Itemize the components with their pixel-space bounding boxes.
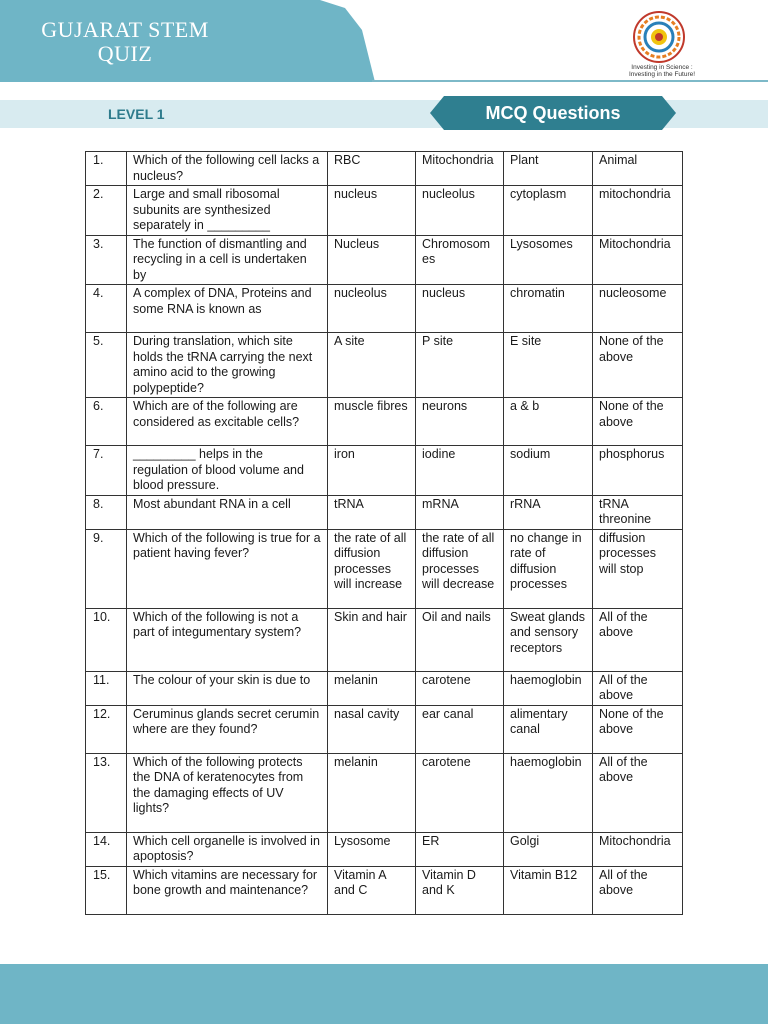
cell-num: 1. xyxy=(86,152,127,186)
logo-icon xyxy=(632,10,686,64)
title-line-2: QUIZ xyxy=(97,41,153,66)
page-title xyxy=(30,18,220,66)
cell-num: 15. xyxy=(86,866,127,914)
cell-question: Which of the following is not a part of integumentary system? xyxy=(127,608,328,671)
cell-option-c: Vitamin B12 xyxy=(504,866,593,914)
cell-option-b: the rate of all diffusion processes will decrease xyxy=(416,529,504,608)
cell-num: 5. xyxy=(86,333,127,398)
title-line-1: GUJARAT STEM xyxy=(41,17,209,42)
cell-option-a: iron xyxy=(328,446,416,496)
section-label: MCQ Questions xyxy=(485,103,621,123)
cell-num: 10. xyxy=(86,608,127,671)
cell-option-d: diffusion processes will stop xyxy=(593,529,683,608)
cell-option-a: the rate of all diffusion processes will increase xyxy=(328,529,416,608)
cell-option-c: chromatin xyxy=(504,285,593,333)
cell-option-d: All of the above xyxy=(593,753,683,832)
cell-option-c: Lysosomes xyxy=(504,235,593,285)
table-row xyxy=(86,186,683,236)
cell-option-a: melanin xyxy=(328,671,416,705)
cell-option-d: None of the above xyxy=(593,333,683,398)
cell-num: 4. xyxy=(86,285,127,333)
cell-option-b: neurons xyxy=(416,398,504,446)
cell-option-d: Mitochondria xyxy=(593,235,683,285)
cell-num: 3. xyxy=(86,235,127,285)
cell-option-b: nucleus xyxy=(416,285,504,333)
cell-option-b: Chromosomes xyxy=(416,235,504,285)
cell-option-d: nucleosome xyxy=(593,285,683,333)
cell-question: Ceruminus glands secret cerumin where are they found? xyxy=(127,705,328,753)
cell-question: A complex of DNA, Proteins and some RNA is known as xyxy=(127,285,328,333)
cell-option-c: Golgi xyxy=(504,832,593,866)
cell-option-d: Mitochondria xyxy=(593,832,683,866)
cell-option-a: Lysosome xyxy=(328,832,416,866)
cell-option-a: nasal cavity xyxy=(328,705,416,753)
footer-band xyxy=(0,964,768,1024)
cell-question: Which of the following cell lacks a nucleus? xyxy=(127,152,328,186)
questions-table xyxy=(85,151,683,915)
tagline-line-1: Investing in Science : xyxy=(631,64,693,71)
table-row xyxy=(86,832,683,866)
table-row xyxy=(86,235,683,285)
cell-option-c: E site xyxy=(504,333,593,398)
cell-option-d: All of the above xyxy=(593,671,683,705)
cell-option-a: Vitamin A and C xyxy=(328,866,416,914)
cell-option-a: tRNA xyxy=(328,495,416,529)
cell-option-b: ER xyxy=(416,832,504,866)
cell-num: 8. xyxy=(86,495,127,529)
cell-option-b: carotene xyxy=(416,753,504,832)
table-row xyxy=(86,398,683,446)
cell-num: 11. xyxy=(86,671,127,705)
table-row xyxy=(86,608,683,671)
cell-question: The colour of your skin is due to xyxy=(127,671,328,705)
table-row xyxy=(86,333,683,398)
cell-option-d: Animal xyxy=(593,152,683,186)
cell-option-b: nucleolus xyxy=(416,186,504,236)
cell-option-a: nucleus xyxy=(328,186,416,236)
cell-option-b: P site xyxy=(416,333,504,398)
table-row xyxy=(86,152,683,186)
cell-num: 2. xyxy=(86,186,127,236)
table-row xyxy=(86,753,683,832)
table-row xyxy=(86,671,683,705)
cell-option-d: mitochondria xyxy=(593,186,683,236)
cell-option-a: nucleolus xyxy=(328,285,416,333)
cell-question: Which of the following is true for a patient having fever? xyxy=(127,529,328,608)
cell-option-b: Mitochondria xyxy=(416,152,504,186)
cell-num: 9. xyxy=(86,529,127,608)
cell-option-d: None of the above xyxy=(593,705,683,753)
cell-question: _________ helps in the regulation of blood volume and blood pressure. xyxy=(127,446,328,496)
cell-num: 14. xyxy=(86,832,127,866)
cell-question: Large and small ribosomal subunits are synthesized separately in _________ xyxy=(127,186,328,236)
cell-question: Most abundant RNA in a cell xyxy=(127,495,328,529)
cell-option-a: RBC xyxy=(328,152,416,186)
header-divider xyxy=(372,80,768,82)
table-row xyxy=(86,529,683,608)
cell-option-b: carotene xyxy=(416,671,504,705)
cell-option-b: Oil and nails xyxy=(416,608,504,671)
cell-option-b: mRNA xyxy=(416,495,504,529)
cell-option-c: Sweat glands and sensory receptors xyxy=(504,608,593,671)
cell-option-c: alimentary canal xyxy=(504,705,593,753)
cell-option-c: haemoglobin xyxy=(504,753,593,832)
cell-question: Which are of the following are considered as excitable cells? xyxy=(127,398,328,446)
cell-option-a: Nucleus xyxy=(328,235,416,285)
cell-option-c: cytoplasm xyxy=(504,186,593,236)
level-label: LEVEL 1 xyxy=(108,106,165,122)
cell-option-c: a & b xyxy=(504,398,593,446)
cell-option-c: haemoglobin xyxy=(504,671,593,705)
cell-option-a: melanin xyxy=(328,753,416,832)
cell-option-a: A site xyxy=(328,333,416,398)
cell-option-d: All of the above xyxy=(593,608,683,671)
table-row xyxy=(86,866,683,914)
cell-option-c: sodium xyxy=(504,446,593,496)
cell-option-c: rRNA xyxy=(504,495,593,529)
cell-question: Which vitamins are necessary for bone growth and maintenance? xyxy=(127,866,328,914)
cell-option-c: no change in rate of diffusion processes xyxy=(504,529,593,608)
table-row xyxy=(86,446,683,496)
cell-num: 6. xyxy=(86,398,127,446)
cell-option-a: muscle fibres xyxy=(328,398,416,446)
cell-option-d: phosphorus xyxy=(593,446,683,496)
cell-question: Which of the following protects the DNA of keratenocytes from the damaging effects of UV lights? xyxy=(127,753,328,832)
cell-num: 7. xyxy=(86,446,127,496)
table-row xyxy=(86,705,683,753)
cell-num: 13. xyxy=(86,753,127,832)
cell-question: Which cell organelle is involved in apoptosis? xyxy=(127,832,328,866)
cell-question: The function of dismantling and recycling in a cell is undertaken by xyxy=(127,235,328,285)
table-row xyxy=(86,285,683,333)
table-row xyxy=(86,495,683,529)
cell-option-b: Vitamin D and K xyxy=(416,866,504,914)
cell-option-d: All of the above xyxy=(593,866,683,914)
cell-option-b: ear canal xyxy=(416,705,504,753)
cell-option-d: tRNA threonine xyxy=(593,495,683,529)
tagline-line-2: Investing in the Future! xyxy=(628,71,696,78)
cell-option-a: Skin and hair xyxy=(328,608,416,671)
cell-option-b: iodine xyxy=(416,446,504,496)
cell-question: During translation, which site holds the tRNA carrying the next amino acid to the growing polypeptide? xyxy=(127,333,328,398)
cell-option-c: Plant xyxy=(504,152,593,186)
tagline xyxy=(612,64,712,78)
cell-option-d: None of the above xyxy=(593,398,683,446)
cell-num: 12. xyxy=(86,705,127,753)
